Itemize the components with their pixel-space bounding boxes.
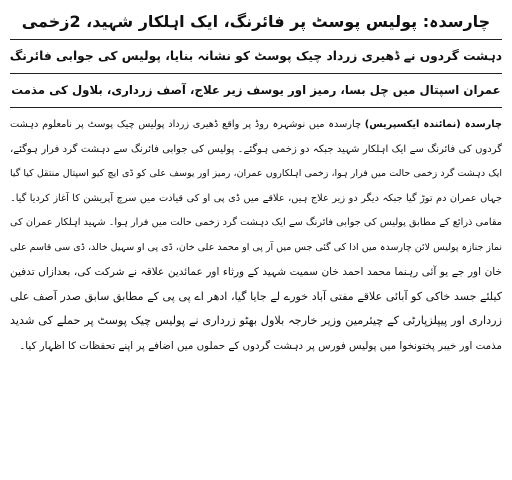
body-line: مذمت اور خیبر پختونخوا میں پولیس فورس پر دہشت گردوں کے حملوں میں اضافے پر اپنے تحفظات کا اظہار کیا۔: [19, 339, 502, 352]
article-body: [10, 113, 502, 358]
body-line: گردوں کی فائرنگ سے ایک اہلکار شہید جبکہ دو زخمی ہوگئے۔ پولیس کی جوابی فائرنگ سے دہشت گرد فرار ہوگئے،: [10, 143, 502, 155]
headline-divider: [10, 39, 502, 40]
headline: چارسدہ: پولیس پوسٹ پر فائرنگ، ایک اہلکار شہید، 2زخمی: [21, 12, 491, 31]
body-line: کیلئے جسد خاکی کو آبائی علاقے مفتی آباد خورے لے جایا گیا، ادھر اے پی پی کے مطابق سابق صدر آصف علی: [10, 289, 502, 303]
body-line: نماز جنازہ پولیس لائن چارسدہ میں ادا کی گئی جس میں آر پی او محمد علی خان، ڈی پی او سہیل خالد، ڈی سی قاسم علی: [10, 241, 502, 253]
dateline: چارسدہ (نمائندہ ایکسپریس): [364, 119, 502, 130]
body-line: زرداری اور پیپلزپارٹی کے چیئرمین وزیر خارجہ بلاول بھٹو زرداری نے پولیس چیک پوسٹ پر حملے کی شدید: [10, 314, 502, 327]
subheadline-1: دہشت گردوں نے ڈھیری زرداد چیک پوسٹ کو نشانہ بنایا، پولیس کی جوابی فائرنگ: [9, 49, 502, 63]
subheadline-2: عمران اسپتال میں چل بسا، رمیز اور یوسف زیر علاج، آصف زرداری، بلاول کی مذمت: [11, 83, 501, 97]
body-line: مقامی ذرائع کے مطابق پولیس کی جوابی فائرنگ سے ایک دہشت گرد زخمی حالت میں فرار ہوا۔ شہید اہلکار عمران کی: [10, 217, 502, 228]
body-line: خان اور جے یو آئی رہنما محمد احمد خان سمیت شہید کے ورثاء اور عمائدین علاقہ نے شرکت کی، بعدازاں تدفین: [10, 266, 502, 278]
subheadline-divider: [10, 73, 502, 74]
body-line: ایک دہشت گرد زخمی حالت میں فرار ہوا، زخمی اہلکاروں عمران، رمیز اور یوسف علی کو ڈی ایچ کیو اسپتال منتقل کیا گیا: [10, 168, 502, 179]
body-divider: [10, 107, 502, 108]
body-line: جہاں عمران دم توڑ گیا جبکہ دیگر دو زیر علاج ہیں، علاقے میں ڈی پی او کی قیادت میں سرچ آپریشن کا آغاز کردیا گیا۔: [10, 192, 502, 204]
body-line-text: چارسدہ میں نوشہرہ روڈ پر واقع ڈھیری زرداد پولیس چیک پوسٹ پر نامعلوم دہشت: [10, 119, 361, 130]
body-line: [10, 113, 502, 138]
